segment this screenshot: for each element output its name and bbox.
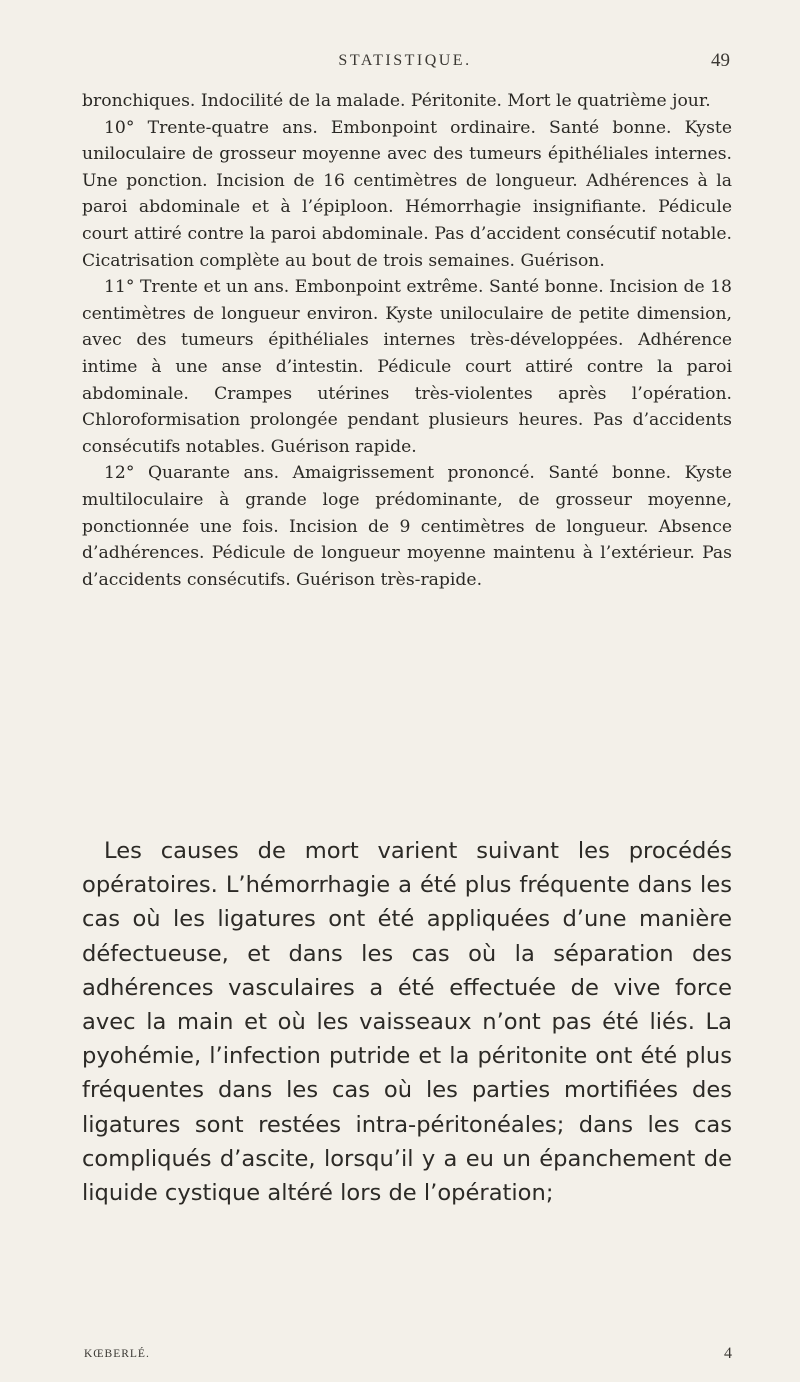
- page-number: 49: [711, 50, 730, 71]
- main-paragraph: Les causes de mort varient suivant les procédés opératoires. L’hémorrhagie a été plus fréquente dans les cas où les ligatures ont été appliquées d’une manière défectueuse, et dans les cas où la séparation des adhérences vasculaires a été effectuée de vive force avec la main et où les vaisseaux n’ont pas été liés. La pyohémie, l’infection putride et la péritonite ont été plus fréquentes dans les cas où les parties mortifiées des ligatures sont restées intra-péritonéales; dans les cas compliqués d’ascite, lorsqu’il y a eu un épanchement de liquide cystique altéré lors de l’opération;: [82, 838, 732, 1207]
- case-entry-11: 11° Trente et un ans. Embonpoint extrême. Santé bonne. Incision de 18 centimètres de longueur environ. Kyste uniloculaire de petite dimension, avec des tumeurs épithéliales internes très-développées. Adhérence intime à une anse d’intestin. Pédicule court attiré contre la paroi abdominale. Crampes utérines très-violentes après l’opération. Chloroformisation prolongée pendant plusieurs heures. Pas d’accidents consécutifs notables. Guérison rapide.: [82, 277, 732, 457]
- case-entry-12: 12° Quarante ans. Amaigrissement prononcé. Santé bonne. Kyste multiloculaire à grande loge prédominante, de grosseur moyenne, ponctionnée une fois. Incision de 9 centimètres de longueur. Absence d’adhérences. Pédicule de longueur moyenne maintenu à l’extérieur. Pas d’accidents consécutifs. Guérison très-rapide.: [82, 463, 732, 590]
- case-continuation: bronchiques. Indocilité de la malade. Péritonite. Mort le quatrième jour.: [82, 91, 711, 111]
- page-footer: [84, 1345, 732, 1368]
- page-header: [80, 52, 730, 82]
- printer-signature: KŒBERLÉ.: [84, 1348, 150, 1360]
- sheet-mark: 4: [724, 1345, 732, 1362]
- body-text: [82, 834, 732, 1210]
- case-list: [82, 88, 732, 593]
- running-head: STATISTIQUE.: [338, 52, 472, 69]
- case-entry-10: 10° Trente-quatre ans. Embonpoint ordinaire. Santé bonne. Kyste uniloculaire de grosseur moyenne avec des tumeurs épithéliales internes. Une ponction. Incision de 16 centimètres de longueur. Adhérences à la paroi abdominale et à l’épiploon. Hémorrhagie insignifiante. Pédicule court attiré contre la paroi abdominale. Pas d’accident consécutif notable. Cicatrisation complète au bout de trois semaines. Guérison.: [82, 117, 732, 271]
